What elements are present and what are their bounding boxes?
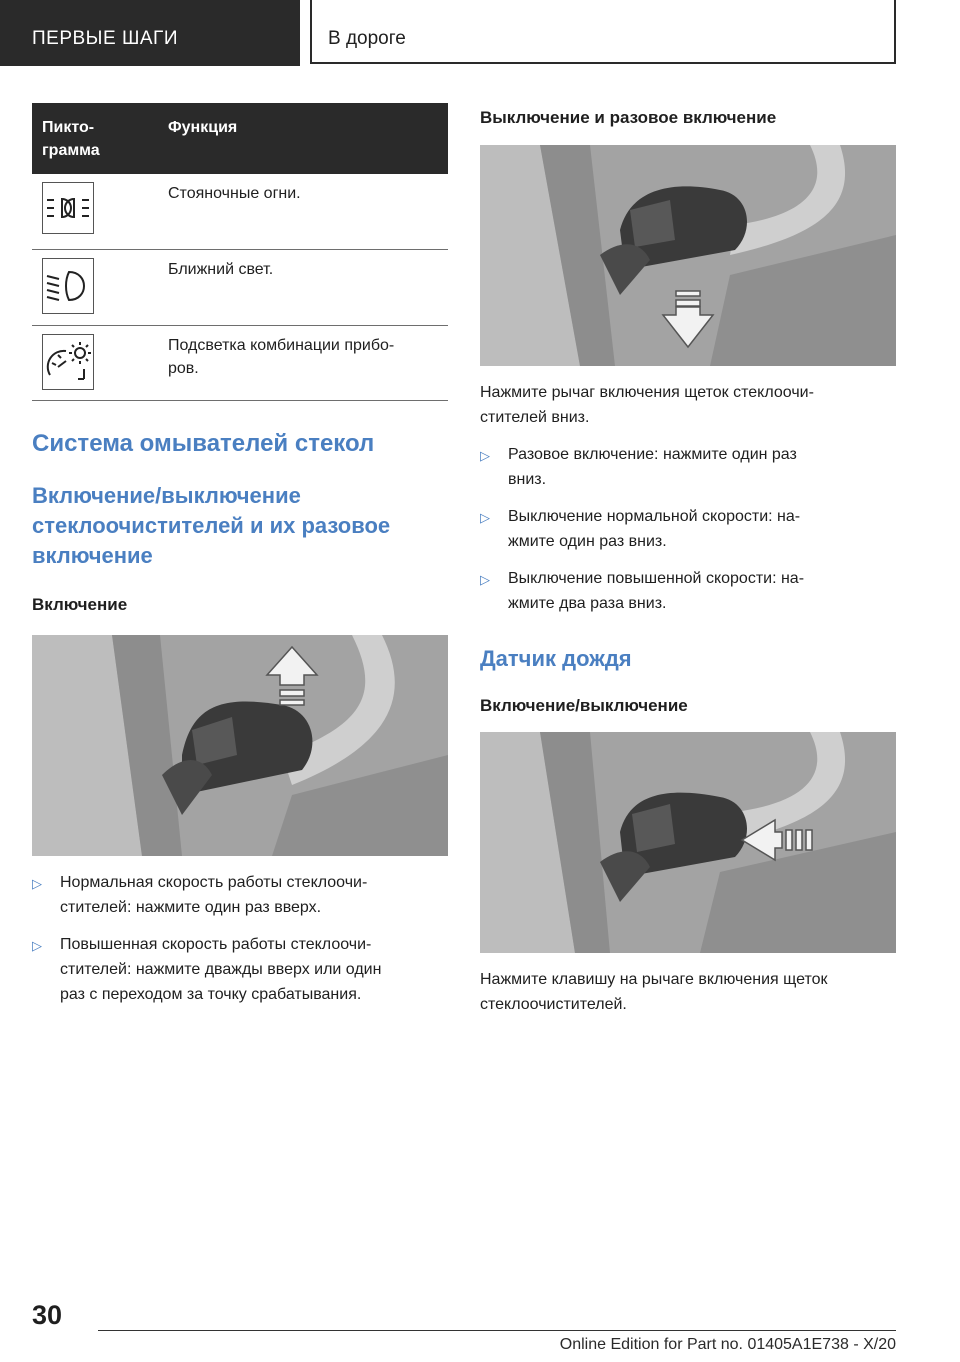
subheading-switch-on: Включение	[32, 594, 128, 614]
bullet-text: Выключение повышенной скорости: на- жмите два раза вниз.	[508, 570, 805, 612]
bullet-item	[32, 870, 448, 920]
bullet-item	[32, 932, 448, 1007]
wiper-button-photo	[480, 732, 896, 953]
wiper-lever-down-photo	[480, 145, 896, 366]
col-function-header: Функция	[158, 103, 448, 174]
bullet-item	[480, 566, 896, 616]
table-row	[32, 249, 448, 325]
triangle-bullet-icon: ▷	[32, 875, 42, 891]
section-heading-washer: Система омывателей стекол	[32, 429, 375, 457]
table-row	[32, 325, 448, 400]
subheading-on-off: Включение/выключение	[480, 696, 688, 715]
chapter-title: В дороге	[328, 28, 406, 49]
header-section	[0, 0, 300, 66]
left-column	[32, 103, 448, 1007]
page-number: 30	[32, 1300, 63, 1330]
function-text: Ближний свет.	[158, 249, 448, 325]
col-pictogram-header: Пикто- грамма	[32, 103, 158, 174]
bullet-text: Повышенная скорость работы стеклоочи- стителей: нажмите дважды вверх или один раз с переходом за точку срабатывания.	[60, 935, 382, 1003]
bullet-item	[480, 504, 896, 554]
function-text: Подсветка комбинации прибо- ров.	[158, 325, 448, 400]
section-title: ПЕРВЫЕ ШАГИ	[32, 28, 178, 49]
bullet-text: Нормальная скорость работы стеклоочи- стителей: нажмите один раз вверх.	[60, 873, 368, 916]
subheading-off-single: Выключение и разовое включение	[480, 108, 777, 127]
instrument-lighting-icon	[42, 334, 94, 390]
right-column	[480, 103, 896, 1017]
low-beam-icon	[42, 258, 94, 314]
function-text: Стояночные огни.	[158, 174, 448, 249]
subsection-heading-wipers: Включение/выключение стеклоочистителей и их разовое включение	[32, 482, 391, 568]
table-row	[32, 174, 448, 249]
triangle-bullet-icon: ▷	[32, 937, 42, 953]
wiper-lever-up-photo	[32, 635, 448, 856]
bullet-text: Выключение нормальной скорости: на- жмите один раз вниз.	[508, 508, 801, 550]
instruction-text: Нажмите клавишу на рычаге включения щеток стеклоочистителей.	[480, 971, 828, 1013]
footer-divider	[98, 1330, 896, 1331]
bullet-text: Разовое включение: нажмите один раз вниз.	[508, 446, 797, 488]
triangle-bullet-icon: ▷	[480, 510, 490, 525]
triangle-bullet-icon: ▷	[480, 448, 490, 463]
bullet-item	[480, 442, 896, 492]
instruction-text: Нажмите рычаг включения щеток стеклоочи- стителей вниз.	[480, 384, 814, 426]
triangle-bullet-icon: ▷	[480, 572, 490, 587]
section-heading-rain-sensor: Датчик дождя	[480, 646, 632, 671]
table-header-row	[32, 103, 448, 174]
parking-lights-icon	[42, 182, 94, 234]
header-chapter	[310, 0, 896, 64]
footer-edition: Online Edition for Part no. 01405A1E738 - X/20	[559, 1336, 896, 1353]
pictogram-table	[32, 103, 448, 401]
